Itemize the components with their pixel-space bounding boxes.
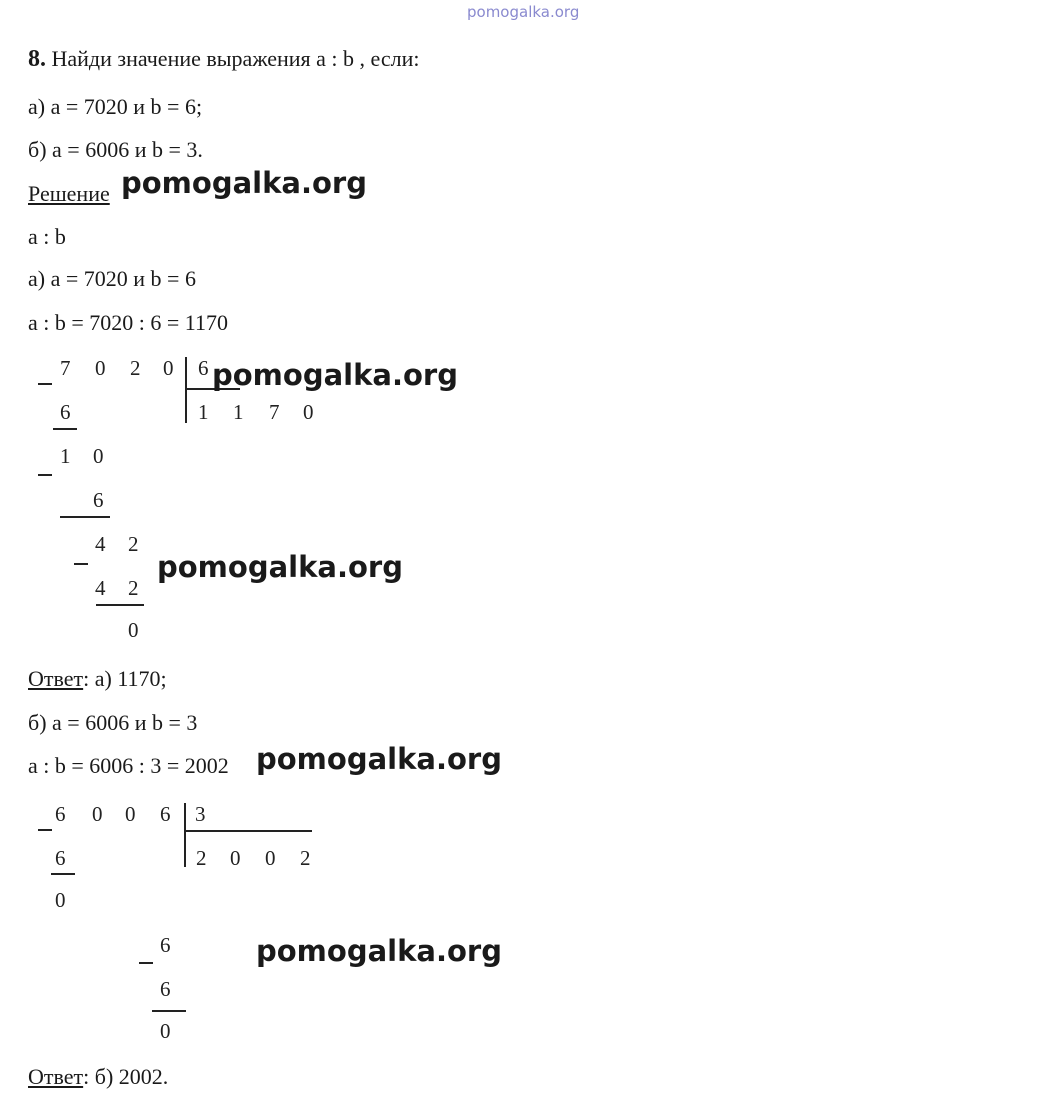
division-bar-horizontal — [184, 830, 312, 832]
dividend-digit: 6 — [55, 802, 66, 826]
task-statement — [28, 46, 419, 73]
answer-b — [28, 1064, 168, 1090]
quotient-digit: 0 — [303, 400, 314, 424]
remainder-digit: 0 — [93, 444, 104, 468]
dividend-digit: 0 — [125, 802, 136, 826]
dividend-digit: 0 — [92, 802, 103, 826]
final-remainder: 0 — [160, 1019, 171, 1043]
watermark-5: pomogalka.org — [256, 934, 502, 968]
minus-sign — [38, 474, 52, 476]
dividend-digit: 0 — [95, 356, 106, 380]
answer-a-value: : а) 1170; — [83, 666, 167, 691]
quotient-digit: 1 — [233, 400, 244, 424]
solution-heading: Решение — [28, 181, 110, 206]
divisor: 3 — [195, 802, 206, 826]
watermark-2: pomogalka.org — [212, 358, 458, 392]
minus-sign — [74, 563, 88, 565]
quotient-digit: 0 — [265, 846, 276, 870]
minus-sign — [38, 829, 52, 831]
dividend-digit: 2 — [130, 356, 141, 380]
subtrahend: 6 — [60, 400, 71, 424]
site-header-watermark[interactable]: pomogalka.org — [467, 3, 580, 21]
subtraction-line — [152, 1010, 186, 1012]
subtraction-line — [53, 428, 77, 430]
remainder-digit: 4 — [95, 532, 106, 556]
dividend-digit: 0 — [163, 356, 174, 380]
remainder-digit: 2 — [128, 532, 139, 556]
subtrahend: 6 — [93, 488, 104, 512]
subtrahend-digit: 2 — [128, 576, 139, 600]
quotient-digit: 2 — [300, 846, 311, 870]
watermark-4: pomogalka.org — [256, 742, 502, 776]
part-b-given: б) a = 6006 и b = 3 — [28, 710, 198, 735]
answer-b-value: : б) 2002. — [83, 1064, 169, 1089]
task-text: Найди значение выражения a : b , если: — [51, 46, 420, 71]
quotient-digit: 0 — [230, 846, 241, 870]
divisor: 6 — [198, 356, 209, 380]
quotient-digit: 1 — [198, 400, 209, 424]
subtrahend: 6 — [55, 846, 66, 870]
division-bar-vertical — [184, 803, 186, 867]
final-remainder: 0 — [128, 618, 139, 642]
subtraction-line — [60, 516, 110, 518]
quotient-digit: 2 — [196, 846, 207, 870]
subtrahend-digit: 4 — [95, 576, 106, 600]
part-a-calculation: a : b = 7020 : 6 = 1170 — [28, 310, 228, 335]
dividend-digit: 6 — [160, 802, 171, 826]
division-bar-vertical — [185, 357, 187, 423]
task-item-a: а) a = 7020 и b = 6; — [28, 94, 203, 119]
watermark-3: pomogalka.org — [157, 550, 403, 584]
task-number: 8. — [28, 46, 46, 72]
minus-sign — [38, 383, 52, 385]
answer-a — [28, 666, 167, 692]
step-remainder: 0 — [55, 888, 66, 912]
step-number: 6 — [160, 933, 171, 957]
answer-label: Ответ — [28, 666, 84, 691]
part-a-given: а) a = 7020 и b = 6 — [28, 266, 196, 291]
subtrahend: 6 — [160, 977, 171, 1001]
solution-expression: a : b — [28, 224, 66, 249]
dividend-digit: 7 — [60, 356, 71, 380]
remainder-digit: 1 — [60, 444, 71, 468]
part-b-calculation: a : b = 6006 : 3 = 2002 — [28, 753, 229, 778]
subtraction-line — [96, 604, 144, 606]
watermark-1: pomogalka.org — [121, 166, 367, 200]
quotient-digit: 7 — [269, 400, 280, 424]
minus-sign — [139, 962, 153, 964]
subtraction-line — [51, 873, 75, 875]
answer-label: Ответ — [28, 1064, 84, 1089]
task-item-b: б) a = 6006 и b = 3. — [28, 137, 203, 162]
